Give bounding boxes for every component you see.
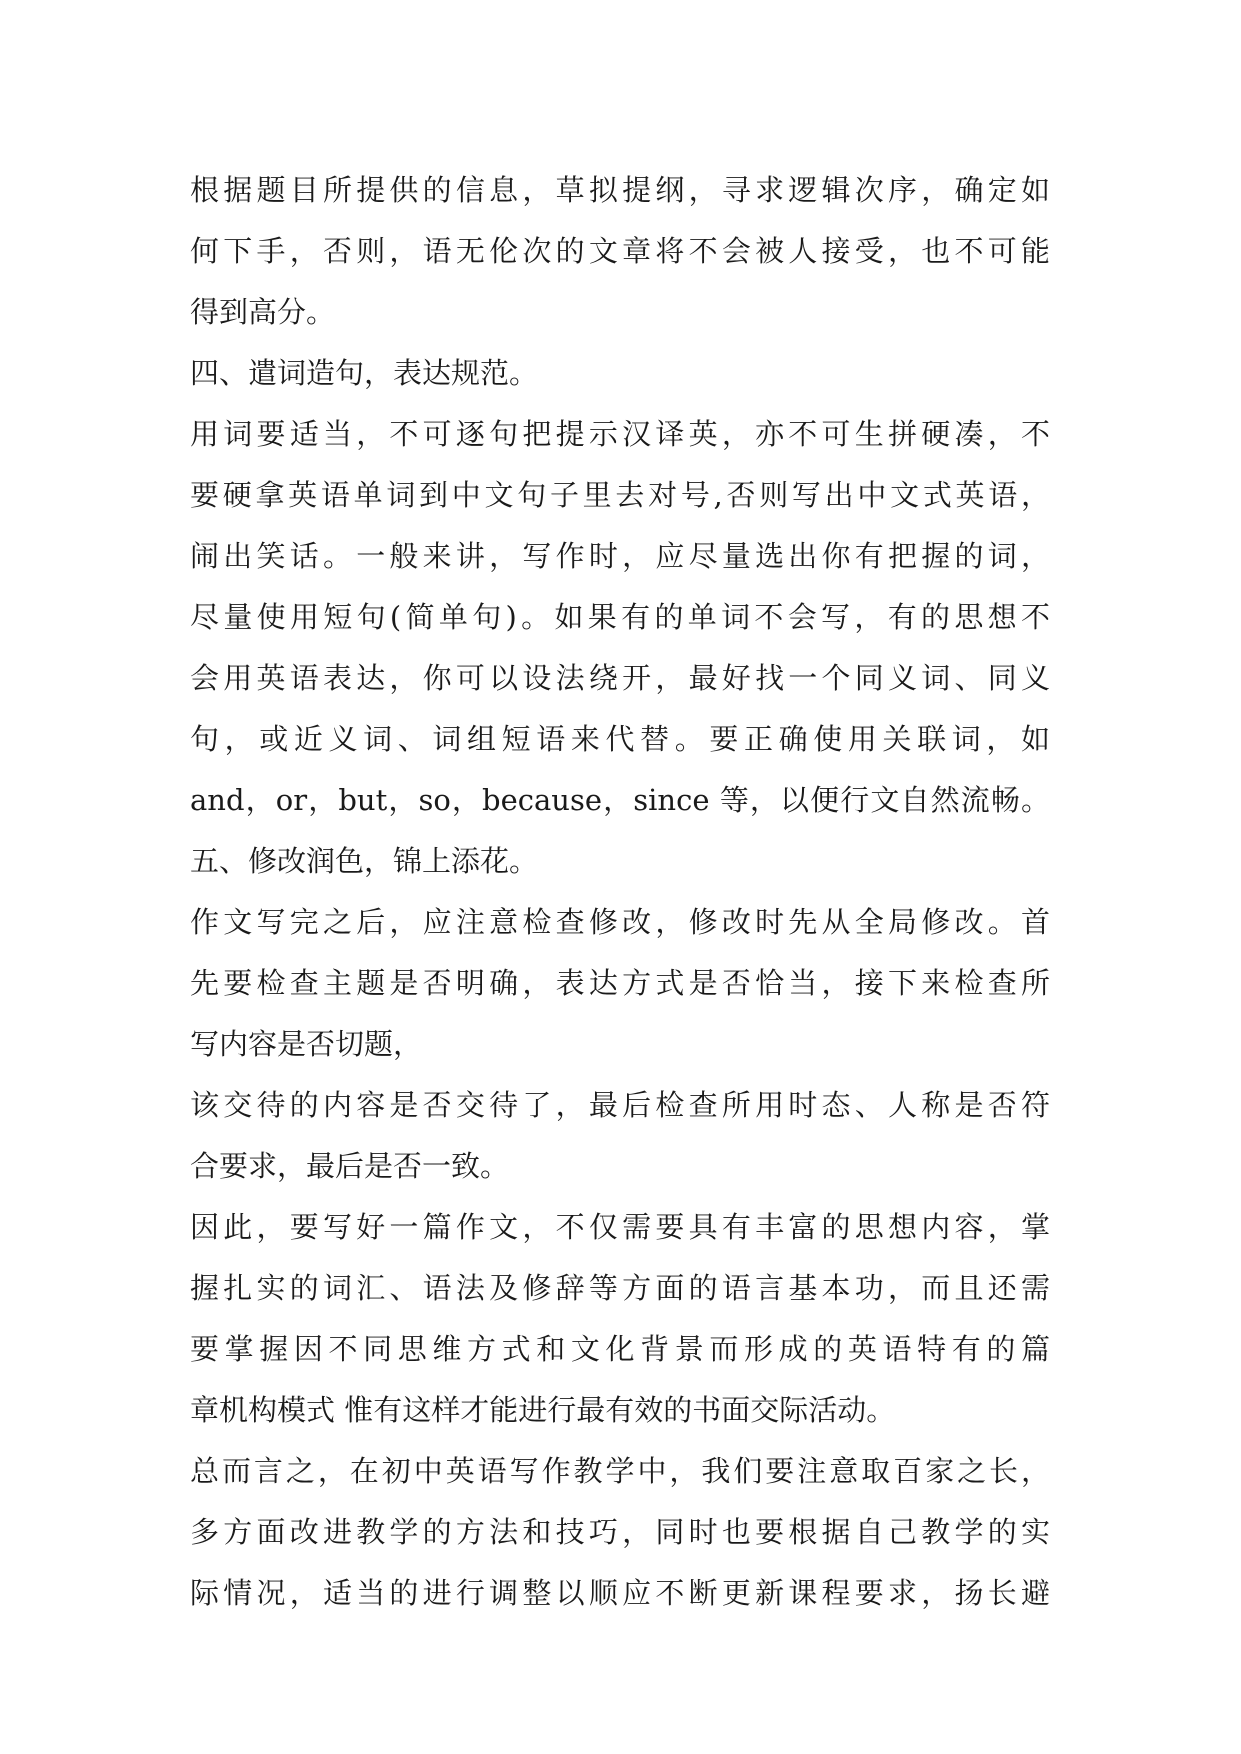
text-line: 闹出笑话。一般来讲，写作时，应尽量选出你有把握的词， — [190, 539, 1050, 573]
text-line: 根据题目所提供的信息，草拟提纲，寻求逻辑次序，确定如 — [190, 173, 1050, 207]
text-line: 先要检查主题是否明确，表达方式是否恰当，接下来检查所 — [190, 966, 1050, 1000]
text-line: 要硬拿英语单词到中文句子里去对号,否则写出中文式英语， — [190, 478, 1050, 512]
text-line: 总而言之，在初中英语写作教学中，我们要注意取百家之长， — [190, 1454, 1050, 1488]
text-line: 章机构模式 惟有这样才能进行最有效的书面交际活动。 — [190, 1393, 896, 1427]
text-line: 四、遣词造句，表达规范。 — [190, 356, 539, 390]
text-line: 合要求，最后是否一致。 — [190, 1149, 510, 1183]
text-line: 多方面改进教学的方法和技巧，同时也要根据自己教学的实 — [190, 1515, 1050, 1549]
text-line: 因此，要写好一篇作文，不仅需要具有丰富的思想内容，掌 — [190, 1210, 1050, 1244]
text-line: 要掌握因不同思维方式和文化背景而形成的英语特有的篇 — [190, 1332, 1050, 1366]
text-line: 写内容是否切题， — [190, 1027, 423, 1061]
text-line: 用词要适当，不可逐句把提示汉译英，亦不可生拼硬凑，不 — [190, 417, 1050, 451]
text-line: 该交待的内容是否交待了，最后检查所用时态、人称是否符 — [190, 1088, 1050, 1122]
text-line: 何下手，否则，语无伦次的文章将不会被人接受，也不可能 — [190, 234, 1050, 268]
text-line: 得到高分。 — [190, 295, 336, 329]
text-line: 尽量使用短句(简单句)。如果有的单词不会写，有的思想不 — [190, 600, 1050, 634]
text-line: 会用英语表达，你可以设法绕开，最好找一个同义词、同义 — [190, 661, 1050, 695]
text-line: 作文写完之后，应注意检查修改，修改时先从全局修改。首 — [190, 905, 1050, 939]
text-line: 五、修改润色，锦上添花。 — [190, 844, 539, 878]
text-line: 际情况，适当的进行调整以顺应不断更新课程要求，扬长避 — [190, 1576, 1050, 1610]
text-line: 句，或近义词、词组短语来代替。要正确使用关联词，如 — [190, 722, 1050, 756]
document-body — [190, 160, 1050, 1624]
text-line: and，or，but，so，because，since 等，以便行文自然流畅。 — [190, 783, 1050, 817]
text-line: 握扎实的词汇、语法及修辞等方面的语言基本功，而且还需 — [190, 1271, 1050, 1305]
